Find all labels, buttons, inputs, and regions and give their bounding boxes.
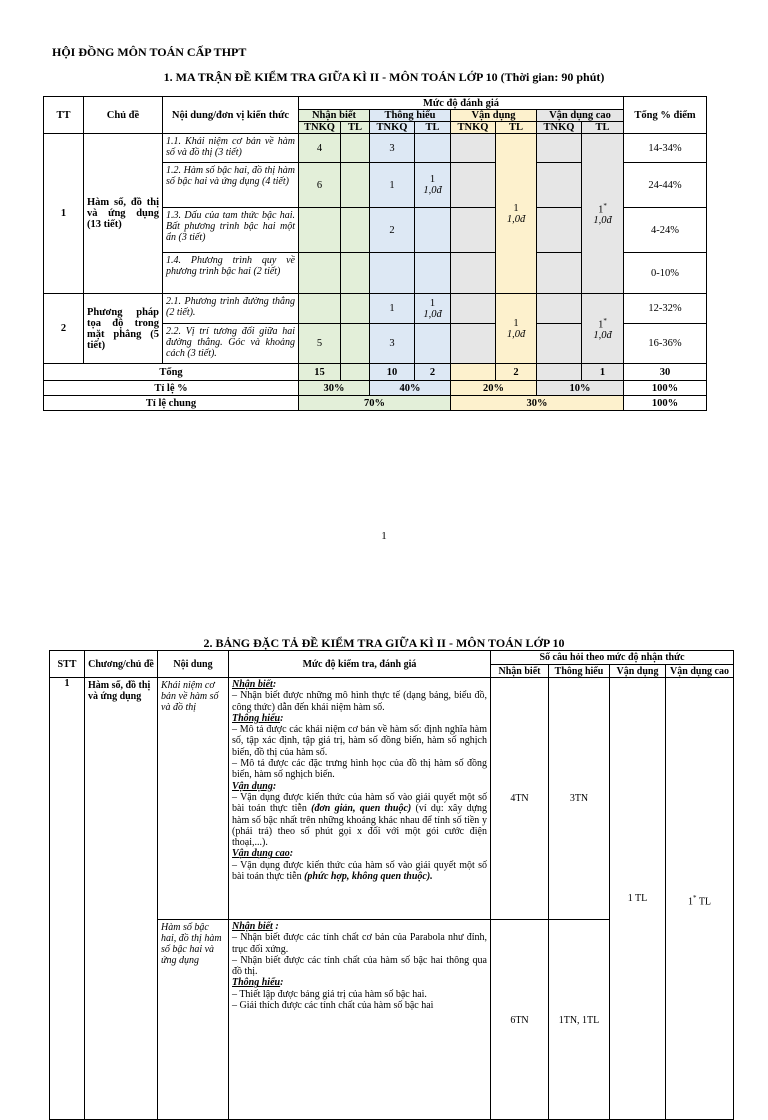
desc-text: – Vận dụng được kiến thức của hàm số vào giải quyết một số bài toán thực tiễn bbox=[232, 791, 487, 815]
vd-tnkq-cell bbox=[451, 134, 496, 163]
desc-text: – Mô tả được các khái niệm cơ bản về hàm số: định nghĩa hàm số, tập xác định, tập giá trị, hàm số đồng biến, hàm số nghịch biến, đồ thị của hàm số. bbox=[232, 724, 487, 758]
total-percent-cell: 14-34% bbox=[624, 134, 707, 163]
th-tnkq-cell: 2 bbox=[370, 208, 415, 253]
nb-tl-cell bbox=[341, 134, 370, 163]
vd-tl-count: 1 bbox=[513, 317, 519, 329]
vdc-tnkq-cell bbox=[537, 163, 582, 208]
desc-text: (ví dụ: xây dựng hàm số bậc nhất trên những khoảng khác nhau để tính số tiền y (phải trả) theo số phút gọi x đối với một gói cước điện thoại,...). bbox=[232, 803, 488, 849]
desc-text: – Nhận biết được các tính chất của hàm số bậc hai thông qua đồ thị. bbox=[232, 954, 487, 978]
vdc-tl: TL bbox=[698, 896, 712, 908]
matrix-title: 1. MA TRẬN ĐỀ KIỂM TRA GIỮA KÌ II - MÔN TOÁN LỚP 10 (Thời gian: 90 phút) bbox=[163, 70, 605, 84]
header-total-percent: Tổng % điểm bbox=[624, 97, 707, 134]
desc-text: – Giải thích được các tính chất của hàm số bậc hai bbox=[232, 1000, 434, 1012]
ratio-th: 40% bbox=[370, 381, 451, 396]
label-thong-hieu: Thông hiểu bbox=[232, 712, 281, 724]
desc-emphasis: (phức hợp, không quen thuộc). bbox=[304, 871, 433, 883]
vdc-tl-points: 1,0đ bbox=[593, 330, 612, 342]
sub-tl: TL bbox=[415, 122, 451, 134]
assessment-matrix-table bbox=[43, 96, 707, 411]
total-percent-cell: 0-10% bbox=[624, 253, 707, 294]
count-nb-1b: 6TN bbox=[491, 920, 549, 1120]
spec-level-vdc: Vận dụng cao bbox=[666, 665, 734, 678]
vdc-tl-points: 1,0đ bbox=[593, 215, 612, 227]
level-van-dung: Vận dụng bbox=[451, 110, 537, 122]
vd-tnkq-cell bbox=[451, 294, 496, 324]
desc-text: – Mô tả được các đặc trưng hình học của đồ thị hàm số đồng biến, hàm số nghịch biến. bbox=[232, 758, 487, 781]
nb-tnkq-cell bbox=[299, 294, 341, 324]
sub-tnkq: TNKQ bbox=[299, 122, 341, 134]
spec-content-1b: Hàm số bậc hai, đồ thị hàm số bậc hai và ứng dụng bbox=[158, 920, 229, 1120]
sum-vd: 2 bbox=[496, 364, 537, 381]
header-tt: TT bbox=[44, 97, 84, 134]
ratio-label: Tỉ lệ % bbox=[44, 381, 299, 396]
common-low: 70% bbox=[299, 396, 451, 411]
th-tl-cell bbox=[415, 253, 451, 294]
topic-1-name: Hàm số, đồ thị và ứng dụng (13 tiết) bbox=[84, 134, 163, 294]
vdc-tnkq-cell bbox=[537, 324, 582, 364]
sum-th-tnkq: 10 bbox=[370, 364, 415, 381]
th-tl-points: 1,0đ bbox=[423, 308, 442, 320]
sum-vd-tnkq bbox=[451, 364, 496, 381]
content-2-2: 2.2. Vị trí tương đối giữa hai đường thẳng. Góc và khoảng cách (3 tiết). bbox=[163, 324, 299, 364]
page-number: 1 bbox=[381, 530, 387, 542]
label-nhan-biet: Nhận biết bbox=[232, 921, 273, 932]
sum-vdc: 1 bbox=[582, 364, 624, 381]
nb-tl-cell bbox=[341, 324, 370, 364]
vd-tnkq-cell bbox=[451, 253, 496, 294]
spec-level-vd: Vận dụng bbox=[610, 665, 666, 678]
ratio-total: 100% bbox=[624, 381, 707, 396]
spec-header-count: Số câu hỏi theo mức độ nhận thức bbox=[491, 651, 734, 665]
sum-total: 30 bbox=[624, 364, 707, 381]
label-van-dung-cao: Vận dụng cao bbox=[232, 848, 290, 860]
nb-tl-cell bbox=[341, 208, 370, 253]
th-tl-cell bbox=[415, 294, 451, 324]
vd-tl-points: 1,0đ bbox=[506, 328, 526, 340]
vdc-star: * bbox=[692, 894, 697, 902]
nb-tnkq-cell: 4 bbox=[299, 134, 341, 163]
vd-tl-topic-2 bbox=[496, 294, 537, 364]
header-levels: Mức độ đánh giá bbox=[299, 97, 624, 110]
level-van-dung-cao: Vận dụng cao bbox=[537, 110, 624, 122]
content-2-1: 2.1. Phương trình đường thẳng (2 tiết). bbox=[163, 294, 299, 324]
vdc-count: 1 bbox=[687, 896, 693, 908]
level-nhan-biet: Nhận biết bbox=[299, 110, 370, 122]
header-topic: Chủ đề bbox=[84, 97, 163, 134]
desc-text: – Nhận biết được các tính chất cơ bản của Parabola như đỉnh, trục đối xứng. bbox=[232, 932, 487, 955]
th-tl-cell bbox=[415, 324, 451, 364]
nb-tnkq-cell bbox=[299, 253, 341, 294]
th-tnkq-cell: 3 bbox=[370, 324, 415, 364]
content-1-4: 1.4. Phương trình quy về phương trình bậc hai (2 tiết) bbox=[163, 253, 299, 294]
content-1-2: 1.2. Hàm số bậc hai, đồ thị hàm số bậc hai và ứng dụng (4 tiết) bbox=[163, 163, 299, 208]
total-percent-cell: 16-36% bbox=[624, 324, 707, 364]
spec-description-1b: Nhận biết : – Nhận biết được các tính chất cơ bản của Parabola như đỉnh, trục đối xứng. – Nhận biết được các tính chất của hàm số bậc hai thông qua đồ thị. Thông hiểu: – Thiết lập được bảng giá trị của hàm số bậc hai. – Giải thích được các tính chất của hàm số bậc hai bbox=[229, 920, 491, 1120]
count-th-1b: 1TN, 1TL bbox=[549, 920, 610, 1120]
spec-description-1a: Nhận biết: – Nhận biết được những mô hình thực tế (dạng bảng, biểu đồ, công thức) dẫn đến khái niệm hàm số. Thông hiểu: – Mô tả được các khái niệm cơ bản về hàm số: định nghĩa hàm số, tập xác định, tập giá trị, hàm số đồng biến, hàm số nghịch biến, đồ thị của hàm số. – Mô tả được các đặc trưng hình học của đồ thị hàm số đồng biến, hàm số nghịch biến. Vận dụng: – Vận dụng được kiến thức của hàm số vào giải quyết một số bài toán thực tiễn (đơn giản, quen thuộc) (ví dụ: xây dựng hàm số bậc nhất trên những khoảng khác nhau để tính số tiền y (phải trả) theo số phút gọi x đối với một gói cước điện thoại,...). Vận dụng cao: – Vận dụng được kiến thức của hàm số vào giải quyết một số bài toán thực tiễn (phức hợp, không quen thuộc). bbox=[229, 678, 491, 920]
ratio-vd: 20% bbox=[451, 381, 537, 396]
sum-nb: 15 bbox=[299, 364, 341, 381]
spec-header-stt: STT bbox=[50, 651, 85, 678]
nb-tl-cell bbox=[341, 294, 370, 324]
desc-emphasis: (đơn giản, quen thuộc) bbox=[311, 803, 412, 815]
vd-tl-count: 1 bbox=[513, 202, 519, 214]
vd-tnkq-cell bbox=[451, 324, 496, 364]
spec-header-content: Nội dung bbox=[158, 651, 229, 678]
sum-vdc-tnkq bbox=[537, 364, 582, 381]
nb-tnkq-cell bbox=[299, 208, 341, 253]
content-1-1: 1.1. Khái niệm cơ bản về hàm số và đồ thị (3 tiết) bbox=[163, 134, 299, 163]
ratio-nb: 30% bbox=[299, 381, 370, 396]
th-tl-cell bbox=[415, 134, 451, 163]
vdc-tl-topic-1 bbox=[582, 134, 624, 294]
vd-tnkq-cell bbox=[451, 208, 496, 253]
spec-table bbox=[49, 650, 734, 1120]
total-percent-cell: 4-24% bbox=[624, 208, 707, 253]
th-tnkq-cell: 1 bbox=[370, 163, 415, 208]
level-thong-hieu: Thông hiểu bbox=[370, 110, 451, 122]
topic-2-name: Phương pháp tọa độ trong mặt phẳng (5 tiết) bbox=[84, 294, 163, 364]
sum-th-tl: 2 bbox=[415, 364, 451, 381]
vdc-star: * bbox=[603, 201, 607, 210]
sub-tnkq: TNKQ bbox=[537, 122, 582, 134]
nb-tnkq-cell: 6 bbox=[299, 163, 341, 208]
count-vd-1: 1 TL bbox=[610, 678, 666, 1120]
spec-header-chapter: Chương/chủ đề bbox=[85, 651, 158, 678]
th-tnkq-cell: 3 bbox=[370, 134, 415, 163]
nb-tl-cell bbox=[341, 253, 370, 294]
sub-tl: TL bbox=[341, 122, 370, 134]
vd-tl-topic-1 bbox=[496, 134, 537, 294]
common-total: 100% bbox=[624, 396, 707, 411]
th-tl-cell bbox=[415, 208, 451, 253]
common-high: 30% bbox=[451, 396, 624, 411]
content-1-3: 1.3. Dấu của tam thức bậc hai. Bất phương trình bậc hai một ẩn (3 tiết) bbox=[163, 208, 299, 253]
vdc-tl-count: 1 bbox=[598, 204, 604, 216]
desc-text: – Vận dụng được kiến thức của hàm số vào giải quyết một số bài toán thực tiễn bbox=[232, 859, 487, 883]
vdc-star: * bbox=[603, 316, 607, 325]
th-tl-count: 1 bbox=[429, 297, 436, 309]
spec-header-level: Mức độ kiểm tra, đánh giá bbox=[229, 651, 491, 678]
th-tl-count: 1 bbox=[429, 174, 436, 185]
th-tl-points: 1,0đ bbox=[423, 185, 442, 196]
spec-level-nb: Nhận biết bbox=[491, 665, 549, 678]
vdc-tnkq-cell bbox=[537, 208, 582, 253]
common-label: Tỉ lệ chung bbox=[44, 396, 299, 411]
label-nhan-biet: Nhận biết bbox=[232, 679, 273, 690]
label-thong-hieu: Thông hiểu bbox=[232, 977, 281, 989]
vd-tnkq-cell bbox=[451, 163, 496, 208]
spec-row-chapter: Hàm số, đồ thị và ứng dụng bbox=[85, 678, 158, 1120]
vdc-tnkq-cell bbox=[537, 294, 582, 324]
desc-text: – Nhận biết được những mô hình thực tế (dạng bảng, biểu đồ, công thức) dẫn đến khái niệm hàm số. bbox=[232, 690, 487, 713]
sub-tl: TL bbox=[496, 122, 537, 134]
sub-tl: TL bbox=[582, 122, 624, 134]
ratio-vdc: 10% bbox=[537, 381, 624, 396]
total-percent-cell: 24-44% bbox=[624, 163, 707, 208]
label-van-dung: Vận dụng bbox=[232, 780, 273, 792]
vdc-tnkq-cell bbox=[537, 134, 582, 163]
th-tl-cell bbox=[415, 163, 451, 208]
th-tnkq-cell bbox=[370, 253, 415, 294]
total-percent-cell: 12-32% bbox=[624, 294, 707, 324]
topic-2-number: 2 bbox=[44, 294, 84, 364]
header-content: Nội dung/đơn vị kiến thức bbox=[163, 97, 299, 134]
nb-tnkq-cell: 5 bbox=[299, 324, 341, 364]
spec-content-1a: Khái niệm cơ bản về hàm số và đồ thị bbox=[158, 678, 229, 920]
council-heading: HỘI ĐỒNG MÔN TOÁN CẤP THPT bbox=[52, 45, 247, 59]
vd-tl-points: 1,0đ bbox=[506, 213, 526, 225]
th-tnkq-cell: 1 bbox=[370, 294, 415, 324]
count-vdc-1 bbox=[666, 678, 734, 1120]
vdc-tnkq-cell bbox=[537, 253, 582, 294]
desc-text: – Thiết lập được bảng giá trị của hàm số bậc hai. bbox=[232, 988, 427, 1000]
vdc-tl-topic-2 bbox=[582, 294, 624, 364]
sub-tnkq: TNKQ bbox=[451, 122, 496, 134]
sum-label: Tổng bbox=[44, 364, 299, 381]
vdc-tl-count: 1 bbox=[598, 319, 604, 331]
spec-title: 2. BẢNG ĐẶC TẢ ĐỀ KIỂM TRA GIỮA KÌ II - MÔN TOÁN LỚP 10 bbox=[203, 636, 565, 650]
sum-nb-tl bbox=[341, 364, 370, 381]
topic-1-number: 1 bbox=[44, 134, 84, 294]
spec-level-th: Thông hiểu bbox=[549, 665, 610, 678]
count-nb-1a: 4TN bbox=[491, 678, 549, 920]
sub-tnkq: TNKQ bbox=[370, 122, 415, 134]
spec-row-stt: 1 bbox=[50, 678, 85, 1120]
nb-tl-cell bbox=[341, 163, 370, 208]
count-th-1a: 3TN bbox=[549, 678, 610, 920]
